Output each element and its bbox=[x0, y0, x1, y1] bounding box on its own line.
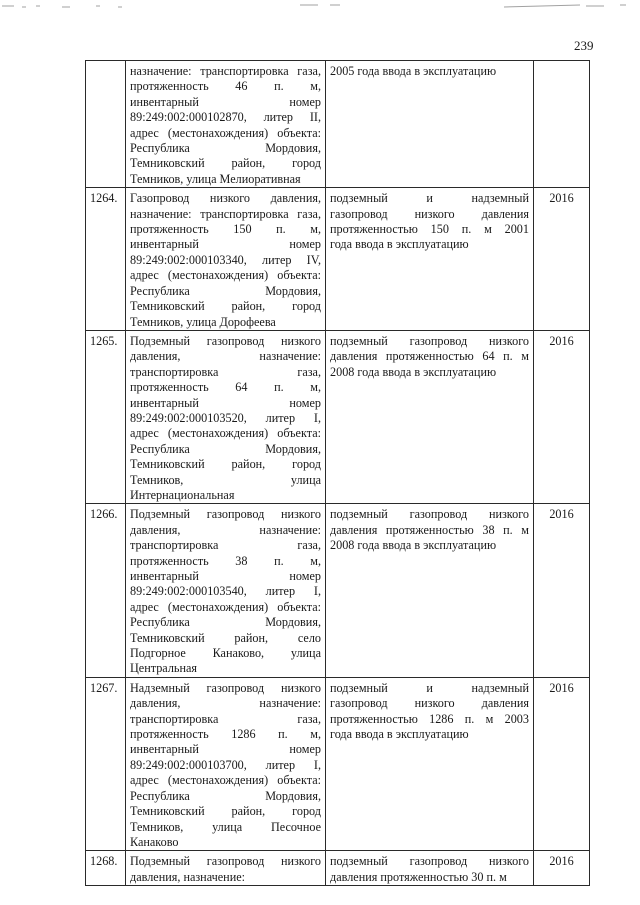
object-description-line: года ввода в эксплуатацию bbox=[330, 237, 469, 252]
object-name bbox=[126, 851, 326, 886]
object-name-line: назначение: транспортировка газа, bbox=[130, 64, 321, 78]
year: 2016 bbox=[534, 330, 590, 503]
object-description-line: протяженностью 1286 п. м 2003 bbox=[330, 711, 529, 726]
table-row bbox=[86, 677, 590, 850]
object-name-line: Канаково bbox=[130, 834, 179, 849]
object-name-line: Республика Мордовия, bbox=[130, 141, 321, 156]
object-description-line: года ввода в эксплуатацию bbox=[330, 727, 469, 742]
object-name-line: протяженность 1286 п. м, bbox=[130, 727, 321, 742]
table-row bbox=[86, 61, 590, 188]
object-name bbox=[126, 677, 326, 850]
object-description-line: 2005 года ввода в эксплуатацию bbox=[330, 64, 497, 78]
object-name-line: транспортировка газа, bbox=[130, 711, 321, 726]
object-name-line: Республика Мордовия, bbox=[130, 615, 321, 630]
object-name-line: адрес (местонахождения) объекта: bbox=[130, 125, 321, 140]
object-name-line: инвентарный номер bbox=[130, 94, 321, 109]
object-name-line: адрес (местонахождения) объекта: bbox=[130, 599, 321, 614]
object-name-line: давления, назначение: bbox=[130, 522, 321, 537]
object-description bbox=[326, 61, 534, 188]
year: 2016 bbox=[534, 504, 590, 677]
object-description-line: подземный газопровод низкого bbox=[330, 854, 529, 869]
object-name-line: 89:249:002:000103520, литер I, bbox=[130, 410, 321, 425]
object-name-line: Республика Мордовия, bbox=[130, 283, 321, 298]
object-name-line: Темниковский район, город bbox=[130, 457, 321, 472]
object-name-line: адрес (местонахождения) объекта: bbox=[130, 773, 321, 788]
object-name bbox=[126, 188, 326, 331]
object-description-line: подземный газопровод низкого bbox=[330, 507, 529, 522]
year: 2016 bbox=[534, 851, 590, 886]
object-name-line: Газопровод низкого давления, bbox=[130, 191, 321, 206]
object-name-line: давления, назначение: bbox=[130, 869, 246, 884]
object-description-line: газопровод низкого давления bbox=[330, 696, 529, 711]
object-name-line: Надземный газопровод низкого bbox=[130, 680, 321, 695]
object-name-line: 89:249:002:000102870, литер II, bbox=[130, 110, 321, 125]
object-description-line: подземный и надземный bbox=[330, 191, 529, 206]
object-name-line: Подземный газопровод низкого bbox=[130, 854, 321, 869]
object-name-line: Темников, улица Песочное bbox=[130, 819, 321, 834]
object-name-line: 89:249:002:000103540, литер I, bbox=[130, 584, 321, 599]
object-description bbox=[326, 504, 534, 677]
year: 2016 bbox=[534, 188, 590, 331]
table-row bbox=[86, 504, 590, 677]
object-name-line: 89:249:002:000103340, литер IV, bbox=[130, 252, 321, 267]
object-name-line: инвентарный номер bbox=[130, 395, 321, 410]
object-name-line: Республика Мордовия, bbox=[130, 441, 321, 456]
object-name-line: Подгорное Канаково, улица bbox=[130, 646, 321, 661]
object-name-line: транспортировка газа, bbox=[130, 364, 321, 379]
object-name-line: Темниковский район, село bbox=[130, 630, 321, 645]
object-description-line: протяженностью 150 п. м 2001 bbox=[330, 222, 529, 237]
object-name-line: транспортировка газа, bbox=[130, 538, 321, 553]
table-row bbox=[86, 851, 590, 886]
page-number: 239 bbox=[574, 38, 594, 53]
object-name-line: Темников, улица bbox=[130, 472, 321, 487]
object-name-line: протяженность 64 п. м, bbox=[130, 380, 321, 395]
object-description bbox=[326, 851, 534, 886]
object-description-line: газопровод низкого давления bbox=[330, 206, 529, 221]
object-name-line: Интернациональная bbox=[130, 487, 235, 502]
row-number bbox=[86, 61, 126, 188]
object-name-line: инвентарный номер bbox=[130, 237, 321, 252]
object-name-line: давления, назначение: bbox=[130, 696, 321, 711]
year bbox=[534, 61, 590, 188]
object-name bbox=[126, 61, 326, 188]
registry-table bbox=[85, 60, 590, 886]
object-description-line: подземный газопровод низкого bbox=[330, 333, 529, 348]
table-row bbox=[86, 330, 590, 503]
object-description-line: 2008 года ввода в эксплуатацию bbox=[330, 364, 497, 379]
table-row bbox=[86, 188, 590, 331]
object-name-line: Подземный газопровод низкого bbox=[130, 507, 321, 522]
row-number: 1266. bbox=[86, 504, 126, 677]
object-name-line: протяженность 38 п. м, bbox=[130, 553, 321, 568]
object-description-line: 2008 года ввода в эксплуатацию bbox=[330, 538, 497, 553]
object-name-line: адрес (местонахождения) объекта: bbox=[130, 426, 321, 441]
object-name-line: Республика Мордовия, bbox=[130, 788, 321, 803]
registry-table-body bbox=[86, 61, 590, 886]
object-name-line: Темниковский район, город bbox=[130, 156, 321, 171]
year: 2016 bbox=[534, 677, 590, 850]
object-description-line: давления протяженностью 30 п. м bbox=[330, 869, 507, 884]
object-name-line: Темников, улица Мелиоративная bbox=[130, 171, 301, 186]
scan-edge-marks bbox=[0, 0, 640, 14]
object-description-line: давления протяженностью 64 п. м bbox=[330, 349, 529, 364]
object-name-line: назначение: транспортировка газа, bbox=[130, 206, 321, 221]
object-name-line: инвентарный номер bbox=[130, 569, 321, 583]
row-number: 1268. bbox=[86, 851, 126, 886]
object-name bbox=[126, 330, 326, 503]
object-name-line: протяженность 46 п. м, bbox=[130, 79, 321, 94]
object-name-line: адрес (местонахождения) объекта: bbox=[130, 268, 321, 283]
row-number: 1264. bbox=[86, 188, 126, 331]
object-name-line: протяженность 150 п. м, bbox=[130, 222, 321, 237]
object-description bbox=[326, 330, 534, 503]
object-name bbox=[126, 504, 326, 677]
object-description-line: давления протяженностью 38 п. м bbox=[330, 522, 529, 537]
object-name-line: Темниковский район, город bbox=[130, 299, 321, 314]
object-name-line: Центральная bbox=[130, 661, 197, 676]
row-number: 1267. bbox=[86, 677, 126, 850]
object-description bbox=[326, 677, 534, 850]
object-name-line: инвентарный номер bbox=[130, 742, 321, 757]
object-name-line: 89:249:002:000103700, литер I, bbox=[130, 757, 321, 772]
object-description bbox=[326, 188, 534, 331]
object-name-line: Темниковский район, город bbox=[130, 804, 321, 819]
object-name-line: давления, назначение: bbox=[130, 349, 321, 364]
object-name-line: Подземный газопровод низкого bbox=[130, 333, 321, 348]
row-number: 1265. bbox=[86, 330, 126, 503]
object-description-line: подземный и надземный bbox=[330, 680, 529, 695]
object-name-line: Темников, улица Дорофеева bbox=[130, 314, 276, 329]
